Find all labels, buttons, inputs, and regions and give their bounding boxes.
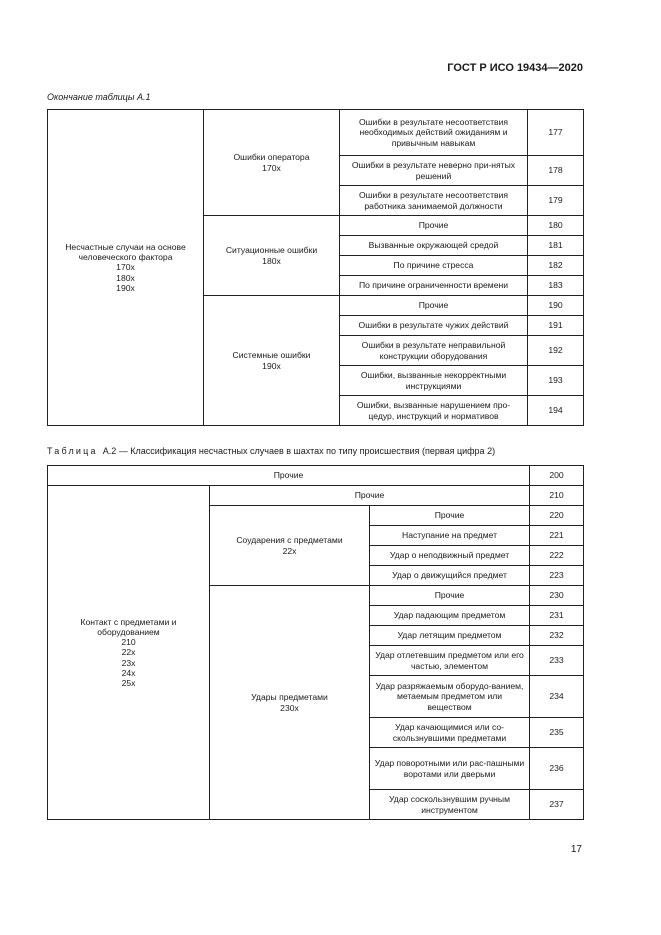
row-code: 178 — [528, 156, 584, 186]
row-code: 177 — [528, 110, 584, 156]
table2-caption-prefix: Таблица — [47, 446, 98, 456]
group-label: Несчастные случаи на основе человеческого фактора — [65, 241, 186, 263]
row-text: Прочие — [340, 296, 528, 316]
section-code: 170x — [262, 162, 281, 173]
row-code: 235 — [530, 718, 584, 748]
section-label: Удары предметами — [251, 692, 328, 703]
section-cell — [204, 296, 340, 426]
section-cell — [210, 506, 370, 586]
row-text: Удар падающим предметом — [370, 606, 530, 626]
section-cell — [204, 216, 340, 296]
group-code: 25x — [121, 678, 136, 688]
group-code: 210 — [121, 637, 136, 648]
row-code: 236 — [530, 748, 584, 790]
table-row — [48, 466, 584, 486]
row-text: Удар летящим предметом — [370, 626, 530, 646]
row-code: 221 — [530, 526, 584, 546]
section-cell — [204, 110, 340, 216]
group-code: 170x — [116, 262, 135, 273]
row-code: 191 — [528, 316, 584, 336]
table-row — [48, 110, 584, 156]
row-code: 194 — [528, 396, 584, 426]
table-row — [48, 486, 584, 506]
row-text: Прочие — [370, 506, 530, 526]
row-code: 183 — [528, 276, 584, 296]
table2-caption — [47, 446, 495, 456]
row-code: 231 — [530, 606, 584, 626]
row-code: 182 — [528, 256, 584, 276]
section-label: Соударения с предметами — [236, 535, 343, 546]
section-code: 230x — [280, 702, 299, 713]
row-text: По причине стресса — [340, 256, 528, 276]
group-code: 23x — [121, 657, 136, 668]
row-text: Ошибки в результате чужих действий — [340, 316, 528, 336]
row-code: 234 — [530, 676, 584, 718]
table-a2 — [47, 465, 584, 820]
group-cell — [48, 110, 204, 426]
row-code: 181 — [528, 236, 584, 256]
row-code: 222 — [530, 546, 584, 566]
row-text: Удар поворотными или рас-пашными воротами или дверьми — [370, 748, 530, 790]
row-code: 233 — [530, 646, 584, 676]
row-text: По причине ограниченности времени — [340, 276, 528, 296]
row-text: Удар отлетевшим предметом или его частью, элементом — [370, 646, 530, 676]
row-text: Ошибки, вызванные некорректными инструкциями — [340, 366, 528, 396]
row-code: 223 — [530, 566, 584, 586]
row-text: Наступание на предмет — [370, 526, 530, 546]
row-text: Ошибки в результате несоответствия необходимых действий ожиданиям и привычным навыкам — [340, 110, 528, 156]
row-code: 180 — [528, 216, 584, 236]
row-text: Удар о неподвижный предмет — [370, 546, 530, 566]
section-code: 190x — [262, 360, 281, 371]
row-code: 179 — [528, 186, 584, 216]
row-text: Удар качающимися или со-скользнувшими предметами — [370, 718, 530, 748]
row-text: Ошибки в результате неверно при-нятых решений — [340, 156, 528, 186]
row-text: Ошибки в результате несоответствия работника занимаемой должности — [340, 186, 528, 216]
group-code: 22x — [121, 647, 136, 658]
row-code: 237 — [530, 790, 584, 820]
row-code: 193 — [528, 366, 584, 396]
row-text: Прочие — [48, 466, 530, 486]
group-code: 190x — [116, 282, 135, 293]
row-text: Прочие — [340, 216, 528, 236]
row-text: Прочие — [210, 486, 530, 506]
section-code: 180x — [262, 255, 281, 266]
group-code: 24x — [121, 667, 136, 678]
group-label: Контакт с предметами и оборудованием — [80, 616, 177, 637]
table-a1-continuation — [47, 109, 584, 426]
table1-caption: Окончание таблицы А.1 — [47, 92, 151, 102]
section-cell — [210, 586, 370, 820]
row-code: 200 — [530, 466, 584, 486]
row-code: 232 — [530, 626, 584, 646]
row-text: Удар о движущийся предмет — [370, 566, 530, 586]
section-code: 22x — [282, 545, 297, 556]
page-number: 17 — [570, 844, 582, 855]
row-code: 192 — [528, 336, 584, 366]
row-text: Вызванные окружающей средой — [340, 236, 528, 256]
row-text: Прочие — [370, 586, 530, 606]
row-code: 230 — [530, 586, 584, 606]
row-text: Ошибки, вызванные нарушением про-цедур, инструкций и нормативов — [340, 396, 528, 426]
group-code: 180x — [116, 272, 135, 283]
group-cell — [48, 486, 210, 820]
row-text: Удар соскользнувшим ручным инструментом — [370, 790, 530, 820]
row-code: 210 — [530, 486, 584, 506]
row-text: Ошибки в результате неправильной конструкции оборудования — [340, 336, 528, 366]
row-code: 220 — [530, 506, 584, 526]
table2-caption-text: А.2 — Классификация несчастных случаев в шахтах по типу происшествия (первая цифра 2) — [102, 446, 496, 456]
section-label: Ошибки оператора — [233, 152, 310, 163]
section-label: Ситуационные ошибки — [225, 245, 318, 256]
row-code: 190 — [528, 296, 584, 316]
section-label: Системные ошибки — [232, 350, 311, 361]
document-header: ГОСТ Р ИСО 19434—2020 — [447, 62, 583, 74]
row-text: Удар разряжаемым оборудо-ванием, метаемым предметом или веществом — [370, 676, 530, 718]
